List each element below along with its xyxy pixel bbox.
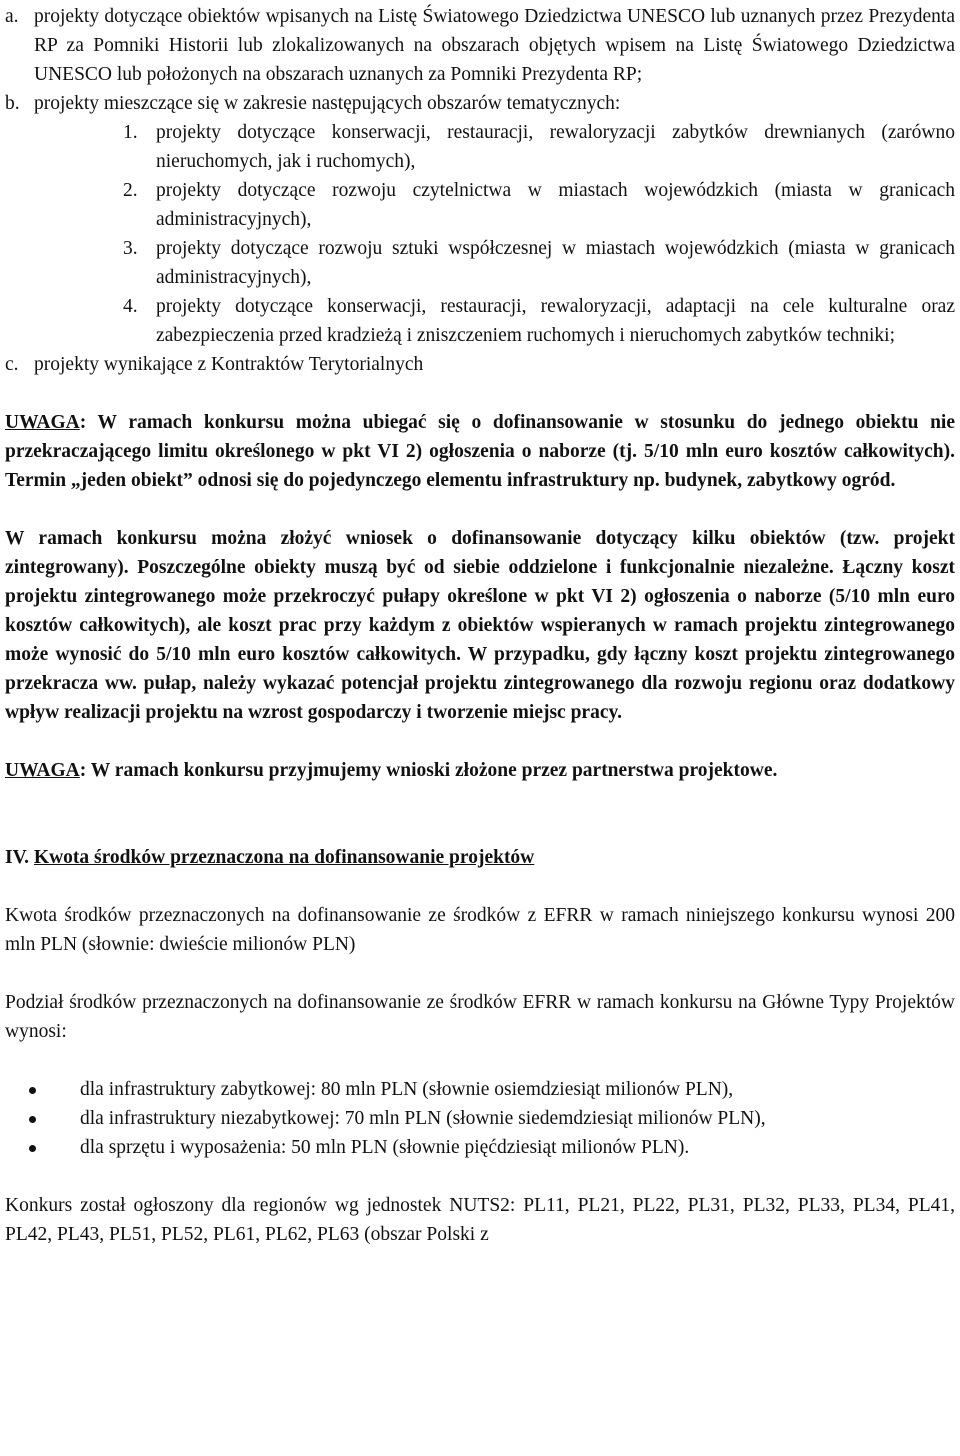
sublist-item-text: projekty dotyczące konserwacji, restauracji, rewaloryzacji zabytków drewnianych (zarówno nieruchomych, jak i ruchomych),: [156, 122, 955, 172]
amount-paragraph: Kwota środków przeznaczonych na dofinansowanie ze środków z EFRR w ramach niniejszego konkursu wynosi 200 mln PLN (słownie: dwieście milionów PLN): [5, 905, 955, 955]
sublist-item-text: projekty dotyczące rozwoju czytelnictwa w miastach wojewódzkich (miasta w granicach administracyjnych),: [156, 180, 955, 230]
sublist-item-2: [123, 176, 955, 234]
sublist-item-3: [123, 234, 955, 292]
list-item-a: [5, 2, 955, 89]
list-item-text: projekty mieszczące się w zakresie następujących obszarów tematycznych:: [34, 93, 621, 114]
uwaga-text: : W ramach konkursu przyjmujemy wnioski złożone przez partnerstwa projektowe.: [79, 760, 778, 781]
section-heading: [5, 843, 955, 872]
bullet-item: [29, 1104, 955, 1133]
sublist-item-4: [123, 292, 955, 350]
integrated-project-paragraph: W ramach konkursu można złożyć wniosek o dofinansowanie dotyczący kilku obiektów (tzw. projekt zintegrowany). Poszczególne obiekty muszą być od siebie oddzielone i funkcjonalnie niezależne. Łączny koszt projektu zintegrowanego może przekroczyć pułapy określone w pkt VI 2) ogłoszenia o naborze (5/10 mln euro kosztów całkowitych), ale koszt prac przy każdym z obiektów wspieranych w ramach projektu zintegrowanego może wynosić do 5/10 mln euro kosztów całkowitych. W przypadku, gdy łączny koszt projektu zintegrowanego przekracza ww. pułap, należy wykazać potencjał projektu zintegrowanego dla rozwoju regionu oraz dodatkowy wpływ realizacji projektu na wzrost gospodarczy i tworzenie miejsc pracy.: [5, 528, 955, 723]
list-marker: b.: [5, 93, 20, 114]
bullet-text: dla sprzętu i wyposażenia: 50 mln PLN (słownie pięćdziesiąt milionów PLN).: [80, 1137, 690, 1158]
list-item-text: projekty wynikające z Kontraktów Terytorialnych: [34, 354, 424, 375]
list-marker: c.: [5, 354, 19, 375]
uwaga-text: : W ramach konkursu można ubiegać się o dofinansowanie w stosunku do jednego obiektu nie przekraczającego limitu określonego w pkt VI 2) ogłoszenia o naborze (tj. 5/10 mln euro kosztów całkowitych). Termin „jeden obiekt” odnosi się do pojedynczego elementu infrastruktury np. budynek, zabytkowy ogród.: [5, 412, 955, 491]
bullet-icon: [29, 1133, 80, 1162]
bullet-item: [29, 1133, 955, 1162]
list-item-b: [5, 89, 955, 118]
section-title: Kwota środków przeznaczona na dofinansowanie projektów: [33, 847, 535, 868]
sublist-item-1: [123, 118, 955, 176]
sublist-item-text: projekty dotyczące konserwacji, restauracji, rewaloryzacji, adaptacji na cele kulturalne oraz zabezpieczenia przed kradzieżą i zniszczeniem ruchomych i nieruchomych zabytków techniki;: [156, 296, 955, 346]
sublist-marker: 2.: [123, 180, 138, 201]
bullet-item: [29, 1075, 955, 1104]
section-number: IV.: [5, 847, 30, 868]
list-item-c: [5, 350, 955, 379]
sublist-item-text: projekty dotyczące rozwoju sztuki współczesnej w miastach wojewódzkich (miasta w granicach administracyjnych),: [156, 238, 955, 288]
list-item-text: projekty dotyczące obiektów wpisanych na Listę Światowego Dziedzictwa UNESCO lub uznanych przez Prezydenta RP za Pomniki Historii lub zlokalizowanych na obszarach objętych wpisem na Listę Światowego Dziedzictwa UNESCO lub położonych na obszarach uznanych za Pomniki Prezydenta RP;: [34, 6, 955, 85]
sublist-marker: 1.: [123, 122, 138, 143]
bullet-icon: [29, 1104, 80, 1133]
sublist-marker: 4.: [123, 296, 138, 317]
uwaga-note-2: [5, 756, 955, 785]
bullet-icon: [29, 1075, 80, 1104]
regions-paragraph: Konkurs został ogłoszony dla regionów wg jednostek NUTS2: PL11, PL21, PL22, PL31, PL32, PL33, PL34, PL41, PL42, PL43, PL51, PL52, PL61, PL62, PL63 (obszar Polski z: [5, 1195, 955, 1245]
uwaga-label: UWAGA: [5, 412, 80, 433]
sublist-marker: 3.: [123, 238, 138, 259]
uwaga-note-1: [5, 408, 955, 495]
uwaga-label: UWAGA: [5, 760, 80, 781]
bullet-text: dla infrastruktury niezabytkowej: 70 mln PLN (słownie siedemdziesiąt milionów PLN),: [80, 1108, 766, 1129]
list-marker: a.: [5, 6, 19, 27]
document-page: [5, 2, 955, 1249]
split-paragraph: Podział środków przeznaczonych na dofinansowanie ze środków EFRR w ramach konkursu na Główne Typy Projektów wynosi:: [5, 992, 955, 1042]
bullet-text: dla infrastruktury zabytkowej: 80 mln PLN (słownie osiemdziesiąt milionów PLN),: [80, 1079, 734, 1100]
